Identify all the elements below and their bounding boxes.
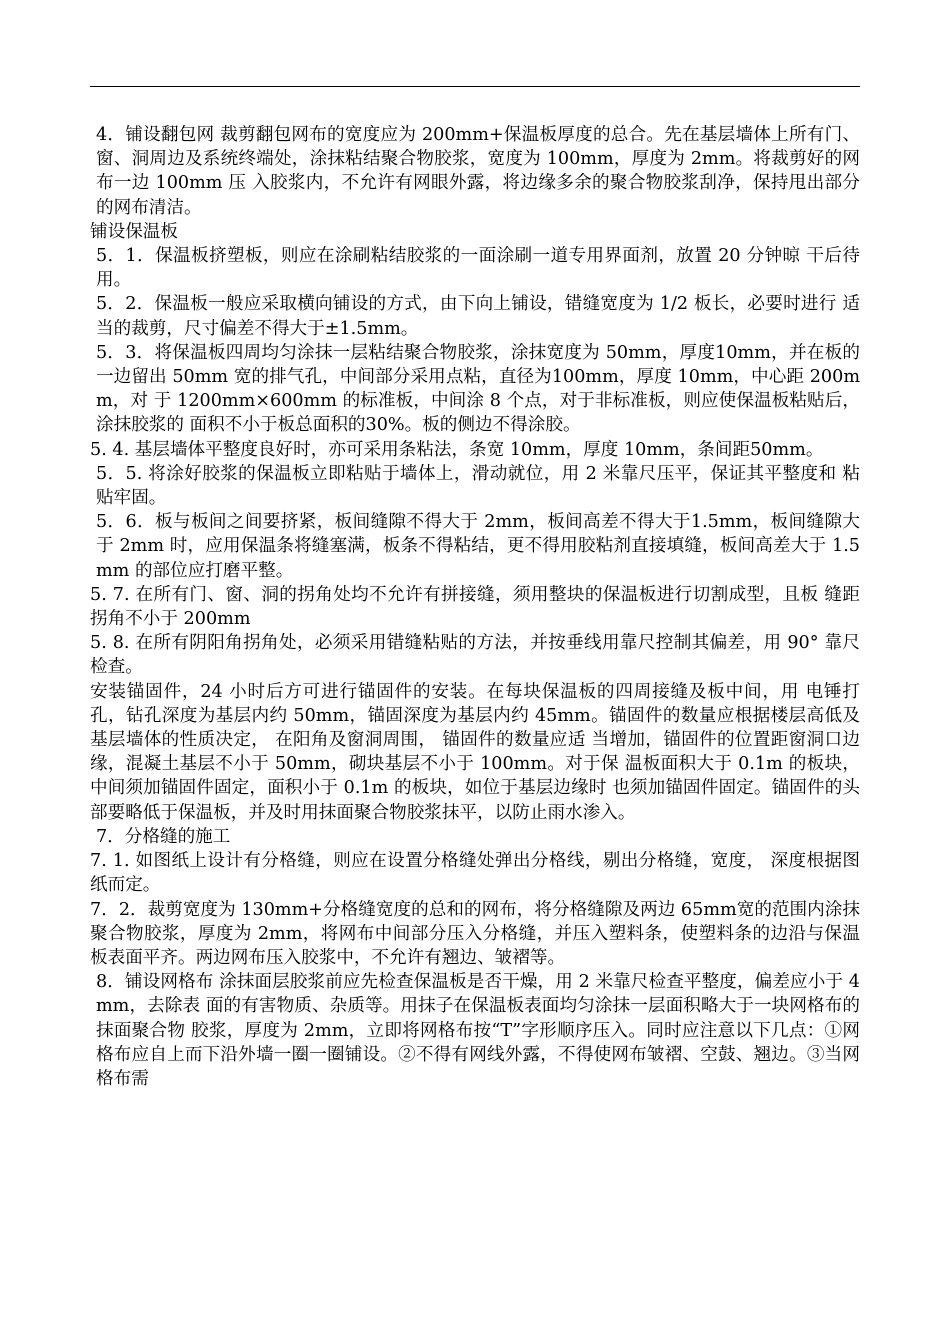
paragraph-7-1: 7. 1. 如图纸上设计有分格缝，则应在设置分格缝处弹出分格线，剔出分格缝，宽度， 深度根据图纸而定。: [90, 851, 860, 896]
paragraph-5-2: 5．2．保温板一般应采取横向铺设的方式，由下向上铺设，错缝宽度为 1/2 板长，必要时进行 适当的裁剪，尺寸偏差不得大于±1.5mm。: [96, 294, 860, 339]
section-heading-insulation-board: 铺设保温板: [90, 221, 178, 242]
header-rule: [90, 86, 860, 87]
paragraph-5-3: 5．3．将保温板四周均匀涂抹一层粘结聚合物胶浆，涂抹宽度为 50mm，厚度10mm，并在板的 一边留出 50mm 宽的排气孔，中间部分采用点粘，直径为100mm，厚度 10mm，中心距 200mm，对 于 1200mm×600mm 的标准板，中间涂 8 个点，对于非标准板，则应使保温板粘贴后，涂抹胶浆的 面积不小于板总面积的30%。板的侧边不得涂胶。: [96, 342, 860, 436]
paragraph-8-mesh: 8．铺设网格布 涂抹面层胶浆前应先检查保温板是否干燥，用 2 米靠尺检查平整度，偏差应小于 4mm，去除表 面的有害物质、杂质等。用抹子在保温板表面均匀涂抹一层面积略大于一块网格布的抹面聚合物 胶浆，厚度为 2mm，立即将网格布按“T”字形顺序压入。同时应注意以下几点：①网格布应自上而下沿外墙一圈一圈铺设。②不得有网线外露，不得使网布皱褶、空鼓、翘边。③当网格布需: [96, 972, 860, 1089]
paragraph-5-8: 5. 8. 在所有阴阳角拐角处，必须采用错缝粘贴的方法，并按垂线用靠尺控制其偏差，用 90° 靠尺检查。: [90, 633, 860, 678]
paragraph-5-7: 5. 7. 在所有门、窗、洞的拐角处均不允许有拼接缝，须用整块的保温板进行切割成型，且板 缝距拐角不小于 200mm: [90, 584, 860, 630]
paragraph-anchor-installation: 安装锚固件，24 小时后方可进行锚固件的安装。在每块保温板的四周接缝及板中间，用 电锤打孔，钻孔深度为基层内约 50mm，锚固深度为基层内约 45mm。锚固件的数量应根据楼层高低及基层墙体的性质决定， 在阳角及窗洞周围， 锚固件的数量应适 当增加，锚固件的位置距窗洞口边缘，混凝土基层不小于 50mm，砌块基层不小于 100mm。对于保 温板面积大于 0.1m 的板块，中间须加锚固件固定，面积小于 0.1m 的板块，如位于基层边缘时 也须加锚固件固定。锚固件的头部要略低于保温板，并及时用抹面聚合物胶浆抹平，以防止雨水渗入。: [90, 681, 860, 823]
section-heading-7: 7．分格缝的施工: [96, 826, 231, 847]
paragraph-7-2: 7．2．裁剪宽度为 130mm+分格缝宽度的总和的网布，将分格缝隙及两边 65mm宽的范围内涂抹 聚合物胶浆，厚度为 2mm，将网布中间部分压入分格缝，并压入塑料条，使塑料条的边沿与保温 板表面平齐。两边网布压入胶浆中，不允许有翘边、皱褶等。: [90, 899, 860, 968]
document-body: [90, 123, 860, 1091]
paragraph-4-mesh-wrap: 4．铺设翻包网 裁剪翻包网布的宽度应为 200mm+保温板厚度的总合。先在基层墙体上所有门、窗、洞周边及系统终端处，涂抹粘结聚合物胶浆，宽度为 100mm，厚度为 2mm。将裁剪好的网布一边 100mm 压 入胶浆内，不允许有网眼外露，将边缘多余的聚合物胶浆刮净，保持甩出部分的网布清洁。: [96, 125, 860, 218]
paragraph-5-4: 5. 4. 基层墙体平整度良好时，亦可采用条粘法，条宽 10mm，厚度 10mm，条间距50mm。: [90, 439, 824, 460]
paragraph-5-6: 5．6．板与板间之间要挤紧，板间缝隙不得大于 2mm，板间高差不得大于1.5mm，板间缝隙大 于 2mm 时，应用保温条将缝塞满，板条不得粘结，更不得用胶粘剂直接填缝，板间高差大于 1.5mm 的部位应打磨平整。: [96, 512, 860, 581]
paragraph-5-5: 5．5. 将涂好胶浆的保温板立即粘贴于墙体上，滑动就位，用 2 米靠尺压平，保证其平整度和 粘贴牢固。: [96, 463, 860, 509]
paragraph-5-1: 5．1．保温板挤塑板，则应在涂刷粘结胶浆的一面涂刷一道专用界面剂，放置 20 分钟晾 干后待用。: [96, 246, 860, 291]
